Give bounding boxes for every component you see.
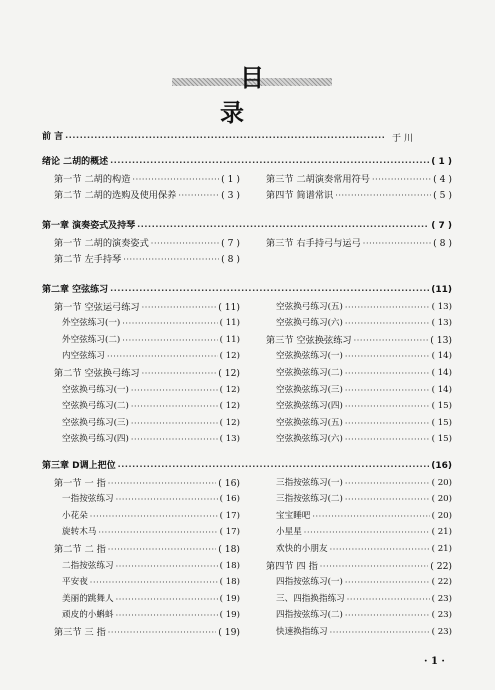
page-number: · 1 · — [424, 656, 445, 667]
ch3-left-item[interactable] — [54, 626, 240, 639]
leader-dots — [110, 284, 429, 297]
ch3-left-item[interactable] — [62, 609, 240, 622]
leader-dots — [345, 477, 430, 490]
leader-dots — [345, 417, 430, 430]
entry-title: 宝宝睡吧 — [276, 510, 311, 521]
entry-page: (16) — [431, 461, 452, 471]
entry-title: 旋转木马 — [62, 527, 97, 538]
toc-title-block — [172, 58, 332, 127]
entry-title: 空弦换弦练习(三) — [276, 384, 343, 395]
entry-page: ( 8 ) — [433, 237, 452, 249]
leader-dots — [98, 526, 217, 539]
ch2-right-item[interactable] — [276, 417, 452, 430]
entry-title: 第三节 三 指 — [54, 627, 106, 638]
entry-page: (11) — [431, 285, 452, 295]
leader-dots — [110, 156, 429, 169]
leader-dots — [345, 317, 430, 330]
leader-dots — [345, 384, 430, 397]
entry-title: 绪论 二胡的概述 — [42, 157, 109, 167]
entry-title: 第一章 演奏姿式及持琴 — [42, 221, 136, 231]
ch3-heading[interactable] — [42, 460, 452, 473]
entry-title: 欢快的小朋友 — [276, 544, 328, 554]
entry-title: 空弦换弦练习(四) — [276, 401, 343, 412]
leader-dots — [90, 576, 218, 589]
ch3-right-item[interactable] — [276, 543, 452, 556]
leader-dots — [131, 400, 218, 413]
entry-page: ( 15) — [431, 401, 452, 412]
leader-dots — [108, 626, 216, 639]
entry-title: 美丽的跳舞人 — [62, 593, 114, 604]
entry-page: ( 7 ) — [431, 221, 452, 231]
leader-dots — [345, 433, 430, 446]
entry-page: ( 12) — [218, 368, 240, 379]
ch2-right-item[interactable] — [276, 350, 452, 363]
entry-page: ( 20) — [431, 494, 452, 505]
ch3-left-item[interactable] — [54, 477, 240, 490]
leader-dots — [372, 173, 431, 186]
ch3-right-item[interactable] — [276, 576, 452, 589]
ch2-left-item[interactable] — [62, 417, 240, 430]
leader-dots — [363, 237, 431, 250]
ch3-left-item[interactable] — [62, 493, 240, 506]
entry-title: 第一节 二胡的演奏姿式 — [54, 237, 149, 249]
leader-dots — [345, 350, 430, 363]
ch1-heading[interactable] — [42, 220, 452, 233]
ch2-heading[interactable] — [42, 284, 452, 297]
entry-page: ( 13) — [430, 334, 452, 346]
entry-title: 第四节 简谱常识 — [266, 190, 334, 202]
ch2-left-item[interactable] — [54, 301, 240, 314]
entry-page: ( 16) — [219, 494, 240, 505]
leader-dots — [131, 433, 218, 446]
entry-title: 第三节 右手持弓与运弓 — [266, 237, 361, 249]
leader-dots — [108, 477, 216, 490]
entry-page: ( 23) — [431, 627, 452, 637]
entry-page: ( 12) — [219, 401, 240, 412]
ch3-right-item[interactable] — [276, 526, 452, 539]
leader-dots — [320, 560, 428, 573]
ch2-right-item[interactable] — [276, 317, 452, 330]
intro-right-item[interactable] — [266, 189, 452, 202]
leader-dots — [131, 417, 218, 430]
leader-dots — [118, 460, 430, 473]
entry-page: ( 14) — [431, 351, 452, 362]
entry-page: ( 11) — [218, 301, 240, 313]
entry-page: ( 22) — [430, 560, 452, 572]
entry-page: ( 17) — [219, 510, 240, 521]
ch1-left-item[interactable] — [54, 237, 240, 250]
entry-page: ( 13) — [431, 318, 452, 329]
leader-dots — [131, 384, 218, 397]
leader-dots — [345, 400, 430, 413]
ch3-left-item[interactable] — [54, 543, 240, 556]
leader-dots — [122, 334, 217, 347]
entry-page: ( 20) — [431, 477, 452, 488]
ch2-right-item[interactable] — [276, 400, 452, 413]
leader-dots — [178, 189, 219, 202]
entry-title: 平安夜 — [62, 577, 88, 588]
preface-author: 于 川 — [392, 134, 413, 144]
entry-title: 空弦换弓练习(五) — [276, 301, 343, 312]
entry-title: 三指按弦练习(二) — [276, 494, 343, 505]
entry-page: ( 23) — [431, 593, 452, 604]
ch2-left-item[interactable] — [62, 350, 240, 363]
entry-page: ( 15) — [431, 434, 452, 445]
entry-title: 空弦换弦练习(五) — [276, 417, 343, 428]
leader-dots — [312, 510, 429, 523]
leader-dots — [304, 526, 430, 539]
entry-title: 第一节 二胡的构造 — [54, 173, 131, 185]
entry-page: ( 18) — [219, 560, 240, 571]
entry-title: 一指按弦练习 — [62, 494, 114, 505]
entry-title: 第二节 二 指 — [54, 544, 106, 555]
leader-dots — [123, 253, 219, 266]
leader-dots — [116, 560, 218, 573]
entry-page: ( 5 ) — [433, 190, 452, 202]
ch3-left-item[interactable] — [62, 576, 240, 589]
entry-title: 二指按弦练习 — [62, 560, 114, 571]
entry-title: 空弦换弓练习(二) — [62, 401, 129, 412]
entry-title: 外空弦练习(二) — [62, 334, 121, 345]
entry-title: 空弦换弓练习(一) — [62, 384, 129, 395]
preface-label: 前 言 — [42, 132, 64, 142]
entry-page: ( 19) — [219, 610, 240, 621]
entry-title: 第一节 一 指 — [54, 477, 106, 489]
leader-dots — [132, 173, 219, 186]
entry-title: 第一节 空弦运弓练习 — [54, 301, 140, 313]
entry-page: ( 21) — [431, 527, 452, 538]
leader-dots — [345, 609, 430, 622]
leader-dots — [354, 334, 429, 347]
entry-page: ( 19) — [219, 593, 240, 604]
entry-page: ( 12) — [219, 351, 240, 362]
toc-entry-preface[interactable] — [42, 131, 387, 144]
entry-page: ( 14) — [431, 384, 452, 395]
entry-page: ( 16) — [218, 477, 240, 489]
leader-dots — [345, 367, 430, 380]
entry-page: ( 23) — [431, 610, 452, 621]
leader-dots — [142, 301, 217, 314]
intro-right-item[interactable] — [266, 173, 452, 186]
entry-page: ( 18) — [218, 544, 240, 555]
entry-page: ( 14) — [431, 368, 452, 378]
entry-title: 空弦换弦练习(一) — [276, 351, 343, 362]
ch2-left-item[interactable] — [62, 334, 240, 347]
entry-title: 空弦换弦练习(六) — [276, 434, 343, 445]
leader-dots — [335, 189, 431, 202]
ch3-right-item[interactable] — [276, 609, 452, 622]
entry-page: ( 19) — [218, 627, 240, 638]
leader-dots — [142, 367, 217, 380]
ch2-left-item[interactable] — [62, 384, 240, 397]
entry-page: ( 21) — [431, 544, 452, 554]
entry-page: ( 1 ) — [431, 157, 452, 167]
leader-dots — [347, 593, 430, 606]
entry-title: 三、四指换指练习 — [276, 593, 345, 604]
entry-title: 空弦换弓练习(六) — [276, 318, 343, 329]
ch2-left-item[interactable] — [54, 367, 240, 380]
ch1-left-item[interactable] — [54, 253, 240, 266]
ch2-left-item[interactable] — [62, 317, 240, 330]
entry-page: ( 17) — [219, 527, 240, 538]
entry-title: 空弦换弓练习(四) — [62, 434, 129, 445]
leader-dots — [65, 131, 385, 144]
entry-title: 第三章 D调上把位 — [42, 461, 116, 471]
ch3-right-item[interactable] — [276, 510, 452, 523]
entry-title: 第四节 四 指 — [266, 560, 318, 572]
entry-title: 第三节 空弦换弦练习 — [266, 334, 352, 346]
ch3-right-item[interactable] — [276, 493, 452, 506]
entry-page: ( 3 ) — [221, 190, 240, 202]
entry-title: 第三节 二胡演奏常用符号 — [266, 173, 370, 185]
leader-dots — [116, 593, 218, 606]
leader-dots — [122, 317, 217, 330]
leader-dots — [108, 543, 216, 556]
entry-page: ( 13) — [219, 434, 240, 445]
entry-title: 小花朵 — [62, 510, 88, 521]
intro-left-item[interactable] — [54, 173, 240, 186]
leader-dots — [345, 493, 430, 506]
ch3-right-item[interactable] — [276, 477, 452, 490]
ch3-left-item[interactable] — [62, 526, 240, 539]
entry-page: ( 12) — [219, 417, 240, 428]
ch3-left-item[interactable] — [62, 560, 240, 573]
entry-page: ( 11) — [219, 318, 240, 329]
intro-heading[interactable] — [42, 156, 452, 169]
entry-title: 第二节 空弦换弓练习 — [54, 368, 140, 379]
leader-dots — [151, 237, 219, 250]
entry-page: ( 12) — [219, 384, 240, 395]
entry-page: ( 1 ) — [221, 173, 240, 185]
entry-title: 第二章 空弦练习 — [42, 285, 109, 295]
entry-page: ( 18) — [219, 577, 240, 588]
entry-title: 空弦换弓练习(三) — [62, 417, 129, 428]
leader-dots — [330, 543, 430, 556]
entry-page: ( 4 ) — [433, 173, 452, 185]
leader-dots — [116, 493, 218, 506]
leader-dots — [330, 626, 430, 639]
entry-page: ( 15) — [431, 417, 452, 428]
entry-title: 四指按弦练习(一) — [276, 577, 343, 588]
entry-title: 空弦换弦练习(二) — [276, 368, 343, 378]
leader-dots — [345, 576, 430, 589]
entry-title: 快速换指练习 — [276, 627, 328, 637]
entry-title: 第二节 左手持琴 — [54, 254, 122, 266]
entry-title: 四指按弦练习(二) — [276, 610, 343, 621]
ch1-right-item[interactable] — [266, 237, 452, 250]
intro-left-item[interactable] — [54, 189, 240, 202]
entry-title: 顽皮的小蝌蚪 — [62, 610, 114, 621]
ch3-right-item[interactable] — [276, 626, 452, 639]
ch3-right-item[interactable] — [276, 593, 452, 606]
ch2-left-item[interactable] — [62, 433, 240, 446]
ch3-right-item[interactable] — [266, 560, 452, 573]
leader-dots — [137, 220, 429, 233]
leader-dots — [107, 350, 218, 363]
entry-page: ( 11) — [219, 334, 240, 345]
entry-page: ( 8 ) — [221, 254, 240, 266]
ch2-right-item[interactable] — [276, 433, 452, 446]
entry-title: 第二节 二胡的选购及使用保养 — [54, 190, 177, 202]
entry-title: 三指按弦练习(一) — [276, 477, 343, 488]
entry-title: 外空弦练习(一) — [62, 318, 121, 329]
toc-title: 目 录 — [220, 64, 304, 127]
entry-title: 内空弦练习 — [62, 351, 105, 362]
entry-page: ( 20) — [431, 510, 452, 521]
ch3-left-item[interactable] — [62, 510, 240, 523]
ch2-left-item[interactable] — [62, 400, 240, 413]
ch2-right-item[interactable] — [266, 334, 452, 347]
leader-dots — [90, 510, 218, 523]
entry-page: ( 22) — [431, 577, 452, 588]
entry-page: ( 13) — [431, 301, 452, 312]
leader-dots — [116, 609, 218, 622]
entry-page: ( 7 ) — [221, 237, 240, 249]
leader-dots — [345, 301, 430, 314]
ch3-left-item[interactable] — [62, 593, 240, 606]
entry-title: 小星星 — [276, 527, 302, 538]
ch2-right-item[interactable] — [276, 301, 452, 314]
ch2-right-item[interactable] — [276, 384, 452, 397]
ch2-right-item[interactable] — [276, 367, 452, 380]
